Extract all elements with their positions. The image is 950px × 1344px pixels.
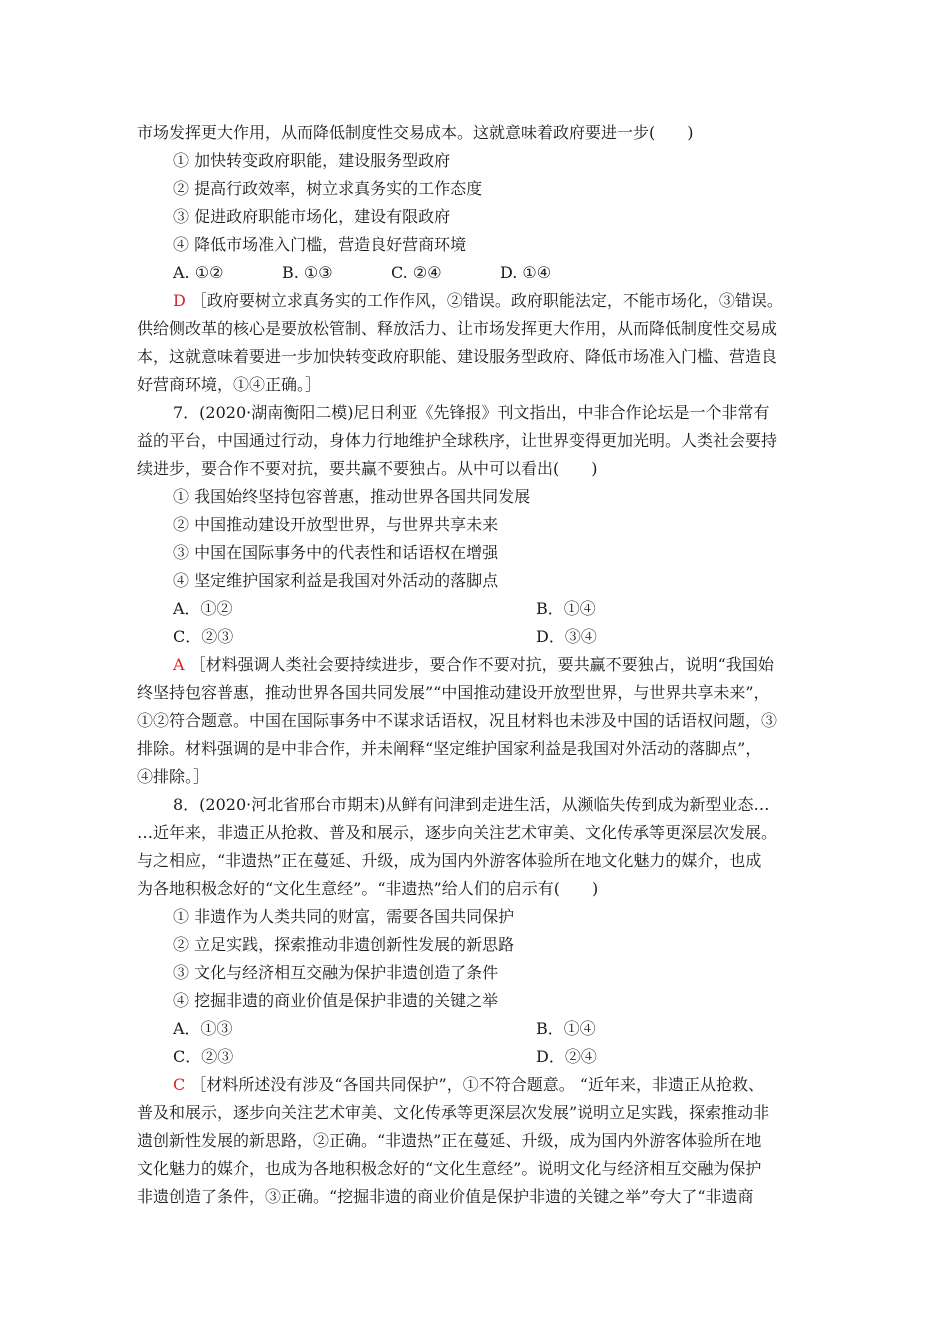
q8-explanation-line-2: 普及和展示，逐步向关注艺术审美、文化传承等更深层次发展”说明立足实践，探索推动非 xyxy=(137,1103,770,1122)
q6-answer: D xyxy=(173,291,186,310)
q6-explanation-line-4: 好营商环境，①④正确。］ xyxy=(137,375,322,394)
q8-choices-row-1 xyxy=(137,1015,813,1043)
q7-explanation-line-5: ④排除。］ xyxy=(137,767,210,786)
q8-stem-line-1: 8．(2020·河北省邢台市期末)从鲜有问津到走进生活，从濒临失传到成为新型业态… xyxy=(173,795,770,814)
q7-choice-b: B．①④ xyxy=(536,599,596,618)
q6-explanation-line-3: 本，这就意味着要进一步加快转变政府职能、建设服务型政府、降低市场准入门槛、营造良 xyxy=(137,347,778,366)
q6-option-1: ① 加快转变政府职能，建设服务型政府 xyxy=(173,151,451,170)
q8-explanation-line-1: C ［材料所述没有涉及“各国共同保护”，①不符合题意。 “近年来，非遗正从抢救、 xyxy=(173,1075,764,1094)
q7-option-4: ④ 坚定维护国家利益是我国对外活动的落脚点 xyxy=(173,571,499,590)
q6-choice-a: A. ①② xyxy=(173,263,224,282)
q6-choice-b: B. ①③ xyxy=(282,263,333,282)
q6-option-2: ② 提高行政效率，树立求真务实的工作态度 xyxy=(173,179,483,198)
q6-option-4: ④ 降低市场准入门槛，营造良好营商环境 xyxy=(173,235,467,254)
q7-explanation-line-1: A ［材料强调人类社会要持续进步，要合作不要对抗，要共赢不要独占，说明“我国始 xyxy=(173,655,774,674)
q6-explanation-line-2: 供给侧改革的核心是要放松管制、释放活力、让市场发挥更大作用，从而降低制度性交易成 xyxy=(137,319,778,338)
q8-explanation-line-3: 遗创新性发展的新思路，②正确。“非遗热”正在蔓延、升级，成为国内外游客体验所在地 xyxy=(137,1131,762,1150)
q7-answer: A xyxy=(173,655,185,674)
q6-stem-tail: 市场发挥更大作用，从而降低制度性交易成本。这就意味着政府要进一步( ) xyxy=(137,123,694,142)
q7-explanation-line-4: 排除。材料强调的是中非合作，并未阐释“坚定维护国家利益是我国对外活动的落脚点”， xyxy=(137,739,762,758)
q7-stem-line-3: 续进步，要合作不要对抗，要共赢不要独占。从中可以看出( ) xyxy=(137,459,598,478)
q7-explanation-line-3: ①②符合题意。中国在国际事务中不谋求话语权，况且材料也未涉及中国的话语权问题，③ xyxy=(137,711,778,730)
q8-option-3: ③ 文化与经济相互交融为保护非遗创造了条件 xyxy=(173,963,499,982)
q7-choices-row-1 xyxy=(137,595,813,623)
q6-option-3: ③ 促进政府职能市场化，建设有限政府 xyxy=(173,207,451,226)
q8-explanation-line-5: 非遗创造了条件，③正确。“挖掘非遗的商业价值是保护非遗的关键之举”夸大了“非遗商 xyxy=(137,1187,754,1206)
q8-choice-d: D．②④ xyxy=(536,1047,597,1066)
q8-stem-line-4: 为各地积极念好的“文化生意经”。“非遗热”给人们的启示有( ) xyxy=(137,879,599,898)
q7-choice-c: C．②③ xyxy=(173,627,234,646)
q7-stem-line-1: 7．(2020·湖南衡阳二模)尼日利亚《先锋报》刊文指出，中非合作论坛是一个非常有 xyxy=(173,403,770,422)
q8-option-1: ① 非遗作为人类共同的财富，需要各国共同保护 xyxy=(173,907,515,926)
document-body xyxy=(137,119,813,1211)
q6-choice-d: D. ①④ xyxy=(500,263,552,282)
q7-explanation-line-2: 终坚持包容普惠，推动世界各国共同发展”“中国推动建设开放型世界，与世界共享未来”， xyxy=(137,683,770,702)
q7-option-2: ② 中国推动建设开放型世界，与世界共享未来 xyxy=(173,515,499,534)
q8-choices-row-2 xyxy=(137,1043,813,1071)
q7-option-3: ③ 中国在国际事务中的代表性和话语权在增强 xyxy=(173,543,499,562)
q7-choices-row-2 xyxy=(137,623,813,651)
q8-option-4: ④ 挖掘非遗的商业价值是保护非遗的关键之举 xyxy=(173,991,499,1010)
q7-choice-a: A．①② xyxy=(173,599,233,618)
q8-explanation-line-4: 文化魅力的媒介，也成为各地积极念好的“文化生意经”。说明文化与经济相互交融为保护 xyxy=(137,1159,762,1178)
q8-stem-line-2: …近年来，非遗正从抢救、普及和展示，逐步向关注艺术审美、文化传承等更深层次发展。 xyxy=(137,823,778,842)
q7-option-1: ① 我国始终坚持包容普惠，推动世界各国共同发展 xyxy=(173,487,531,506)
q6-choice-c: C. ②④ xyxy=(391,263,442,282)
q6-choices xyxy=(137,259,813,287)
q7-choice-d: D．③④ xyxy=(536,627,597,646)
q6-explanation-line-1: D ［政府要树立求真务实的工作作风，②错误。政府职能法定，不能市场化，③错误。 xyxy=(173,291,783,310)
q8-stem-line-3: 与之相应，“非遗热”正在蔓延、升级，成为国内外游客体验所在地文化魅力的媒介，也成 xyxy=(137,851,762,870)
q8-option-2: ② 立足实践，探索推动非遗创新性发展的新思路 xyxy=(173,935,515,954)
q8-choice-a: A．①③ xyxy=(173,1019,233,1038)
q8-answer: C xyxy=(173,1075,186,1094)
q8-choice-c: C．②③ xyxy=(173,1047,234,1066)
q8-choice-b: B．①④ xyxy=(536,1019,596,1038)
q7-stem-line-2: 益的平台，中国通过行动，身体力行地维护全球秩序，让世界变得更加光明。人类社会要持 xyxy=(137,431,778,450)
